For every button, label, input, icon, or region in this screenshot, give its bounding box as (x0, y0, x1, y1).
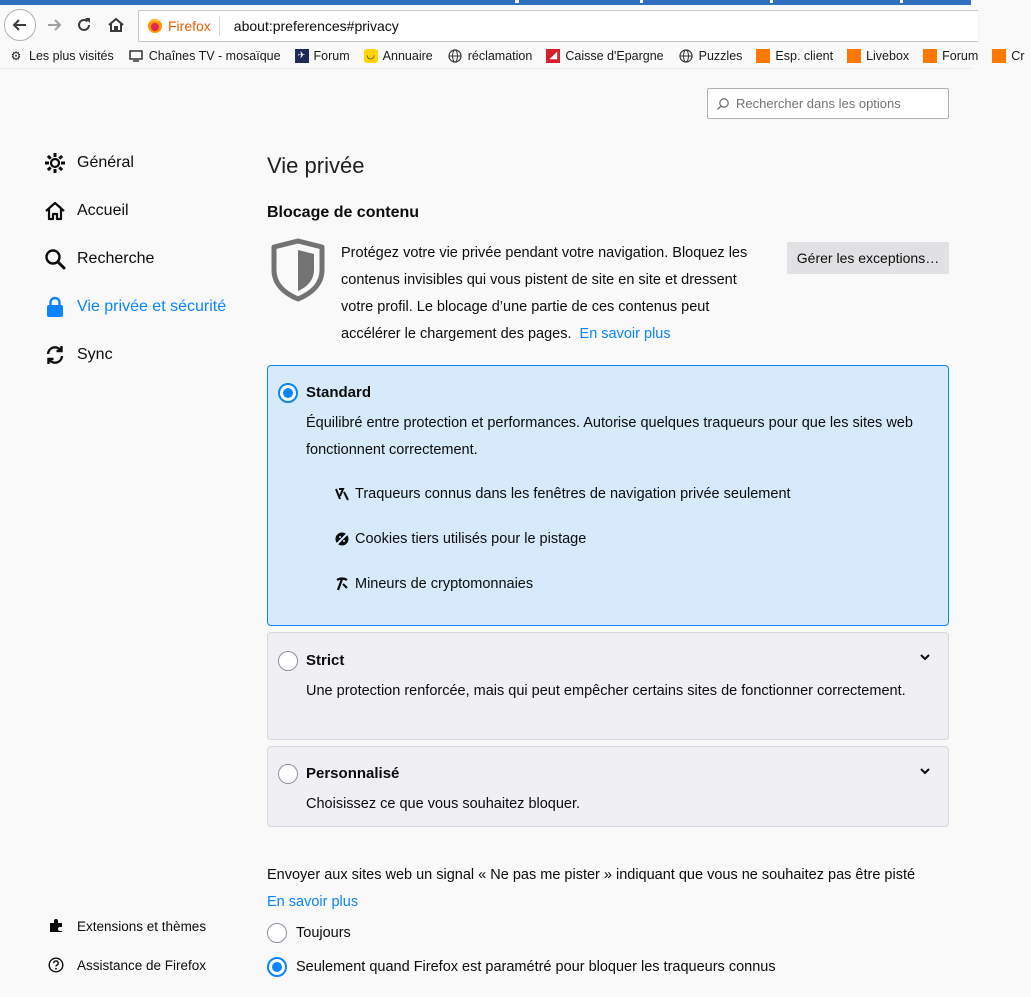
tracker-label: Traqueurs connus dans les fenêtres de navigation privée seulement (355, 486, 791, 502)
bookmark-most-visited[interactable] (0, 48, 120, 64)
dnt-always-radio[interactable] (267, 923, 287, 943)
category-label: Vie privée et sécurité (77, 298, 227, 315)
bookmark-label: Les plus visités (29, 48, 114, 63)
option-strict[interactable] (267, 632, 949, 740)
bookmark-label: Esp. client (775, 48, 834, 63)
section-title: Blocage de contenu (267, 204, 420, 221)
category-privacy[interactable] (44, 292, 226, 322)
globe-icon (678, 48, 694, 64)
category-label: Recherche (77, 250, 155, 267)
bookmarks-toolbar (0, 43, 1025, 69)
home-icon (44, 200, 66, 222)
globe-icon (447, 48, 463, 64)
firefox-support-link[interactable] (48, 957, 206, 973)
dnt-when-blocking-radio[interactable] (267, 957, 287, 977)
bookmark-livebox[interactable] (839, 49, 915, 63)
cryptominer-icon (334, 576, 350, 592)
airfrance-icon: ✈ (295, 49, 309, 63)
home-icon (107, 16, 125, 34)
reload-button[interactable] (70, 11, 98, 39)
tracker-label: Mineurs de cryptomonnaies (355, 576, 534, 592)
back-button[interactable] (4, 9, 36, 41)
extensions-themes-link[interactable] (48, 918, 206, 934)
search-input[interactable] (736, 96, 936, 111)
bookmark-forum-2[interactable] (915, 49, 984, 63)
monitor-icon (128, 48, 144, 64)
arrow-left-icon (11, 16, 29, 34)
bookmark-cr[interactable] (984, 49, 1030, 63)
bookmark-label: Livebox (866, 48, 910, 63)
tracker-item (334, 531, 586, 547)
description-text: Protégez votre vie privée pendant votre navigation. Bloquez les contenus invisibles qui vous pistent de site en site et dressent votre profil. Le blocage d’une partie de ces contenus peut accélérer le chargement des pages. (341, 245, 748, 342)
category-home[interactable] (44, 196, 129, 226)
option-description: Choisissez ce que vous souhaitez bloquer. (306, 796, 581, 812)
orange-icon (847, 49, 861, 63)
tracker-label: Cookies tiers utilisés pour le pistage (355, 531, 587, 547)
standard-radio[interactable] (278, 383, 298, 403)
bookmark-annuaire[interactable] (356, 49, 439, 63)
custom-radio[interactable] (278, 764, 298, 784)
tracker-item (334, 576, 533, 592)
bookmark-reclamation[interactable] (439, 48, 539, 64)
bookmark-puzzles[interactable] (670, 48, 749, 64)
arrow-right-icon (45, 16, 63, 34)
bookmark-caisse-epargne[interactable] (538, 49, 669, 63)
caisse-epargne-icon: ◢ (546, 49, 560, 63)
page-title: Vie privée (267, 153, 365, 178)
identity-box[interactable] (139, 16, 220, 36)
strict-radio[interactable] (278, 651, 298, 671)
chevron-down-icon[interactable] (918, 764, 932, 778)
forward-button[interactable] (40, 11, 68, 39)
category-label: Général (77, 154, 134, 171)
firefox-logo-icon (147, 18, 163, 34)
option-title: Personnalisé (306, 765, 400, 782)
gear-icon (44, 152, 66, 174)
option-custom[interactable] (267, 746, 949, 827)
lock-icon (44, 296, 66, 318)
category-label: Sync (77, 346, 113, 363)
home-button[interactable] (102, 11, 130, 39)
content-blocking-description (341, 240, 771, 348)
url-text[interactable]: about:preferences#privacy (233, 18, 399, 34)
dnt-description: Envoyer aux sites web un signal « Ne pas me pister » indiquant que vous ne souhaitez pas être pisté (267, 867, 916, 883)
cookie-icon (334, 531, 350, 547)
bookmark-label: Cr (1011, 48, 1025, 63)
url-bar[interactable] (138, 10, 978, 42)
sync-icon (44, 344, 66, 366)
identity-label: Firefox (168, 18, 211, 34)
bookmark-tv-mosaic[interactable] (120, 48, 287, 64)
bookmark-label: Chaînes TV - mosaïque (148, 48, 281, 63)
dnt-option-when-blocking[interactable] (267, 957, 776, 977)
firefox-support-label: Assistance de Firefox (77, 957, 207, 973)
dnt-option-always[interactable] (267, 923, 351, 943)
search-icon (716, 97, 730, 111)
dnt-learn-more-link[interactable]: En savoir plus (267, 894, 359, 910)
option-standard[interactable] (267, 365, 949, 626)
tracker-item (334, 486, 791, 502)
gear-icon: ⚙ (10, 48, 22, 63)
bookmark-label: Puzzles (698, 48, 743, 63)
orange-icon (756, 49, 770, 63)
chevron-down-icon[interactable] (918, 650, 932, 664)
category-search[interactable] (44, 244, 154, 274)
manage-exceptions-button[interactable]: Gérer les exceptions… (787, 242, 949, 274)
search-icon (44, 248, 66, 270)
category-sync[interactable] (44, 340, 113, 370)
bookmark-forum-1[interactable] (287, 49, 356, 63)
bookmark-label: Annuaire (382, 48, 433, 63)
orange-icon (923, 49, 937, 63)
category-general[interactable] (44, 148, 134, 178)
tracker-icon (334, 486, 350, 502)
bookmark-label: Caisse d'Epargne (565, 48, 664, 63)
smiley-icon: ◡ (364, 49, 378, 63)
shield-icon (270, 238, 326, 302)
help-icon (48, 957, 64, 973)
option-description: Équilibré entre protection et performances. Autorise quelques traqueurs pour que les sites web fonctionnent correctement. (306, 415, 913, 458)
preferences-search[interactable] (707, 88, 949, 119)
orange-icon (992, 49, 1006, 63)
puzzle-icon (48, 918, 64, 934)
bookmark-label: Forum (942, 48, 979, 63)
bookmark-esp-client[interactable] (748, 49, 839, 63)
reload-icon (75, 16, 93, 34)
option-label: Toujours (296, 925, 351, 941)
learn-more-link[interactable]: En savoir plus (579, 326, 671, 342)
navigation-toolbar (0, 5, 971, 43)
bookmark-label: réclamation (467, 48, 533, 63)
option-title: Standard (306, 384, 372, 401)
option-label: Seulement quand Firefox est paramétré pour bloquer les traqueurs connus (296, 959, 776, 975)
bookmark-label: Forum (313, 48, 350, 63)
category-label: Accueil (77, 202, 129, 219)
extensions-themes-label: Extensions et thèmes (77, 918, 207, 934)
option-title: Strict (306, 652, 345, 669)
option-description: Une protection renforcée, mais qui peut empêcher certains sites de fonctionner correctement. (306, 683, 906, 699)
